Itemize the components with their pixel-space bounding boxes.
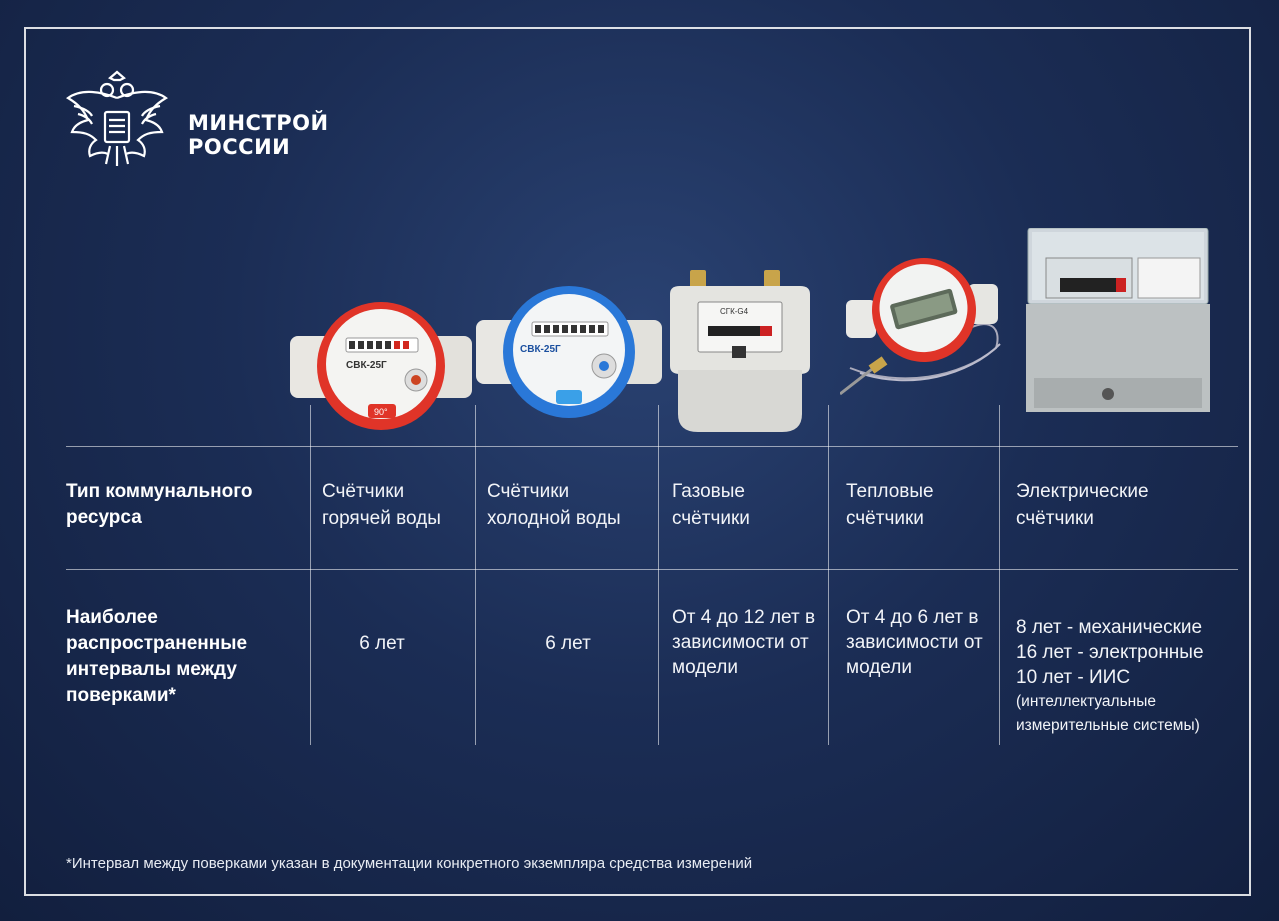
footnote: *Интервал между поверками указан в документации конкретного экземпляра средства измерений: [66, 855, 753, 872]
column-divider-1: [310, 405, 311, 745]
cold-meter-model-label: СВК-25Г: [520, 344, 561, 355]
gas-meter-model-label: СГК-G4: [720, 307, 749, 316]
table-divider-middle: [66, 569, 1238, 570]
brand-line-1: МИНСТРОЙ: [188, 111, 329, 135]
ministry-brand: [188, 111, 329, 159]
brand-line-2: РОССИИ: [188, 135, 291, 159]
cold-water-meter-image: [474, 284, 664, 424]
heat-meter-image: [840, 248, 1006, 398]
interval-cell-cold-water: 6 лет: [545, 633, 591, 654]
interval-cell-heat: От 4 до 6 лет в зависимости от модели: [846, 607, 983, 678]
interval-cell-electric: [1016, 615, 1241, 738]
hot-meter-temp-label: 90°: [374, 407, 388, 417]
interval-cell-gas: От 4 до 12 лет в зависимости от модели: [672, 607, 816, 678]
gas-meter-image: [664, 266, 816, 436]
type-cell-gas: Газовые счётчики: [672, 481, 750, 529]
eagle-emblem-icon: [62, 68, 172, 178]
table-divider-top: [66, 446, 1238, 447]
column-divider-2: [475, 405, 476, 745]
electric-interval-line-3: 10 лет - ИИС: [1016, 667, 1131, 688]
column-divider-5: [999, 405, 1000, 745]
column-divider-3: [658, 405, 659, 745]
electric-interval-line-1: 8 лет - механические: [1016, 617, 1203, 638]
type-cell-hot-water: Счётчики горячей воды: [322, 481, 441, 529]
interval-cell-hot-water: 6 лет: [359, 633, 405, 654]
column-divider-4: [828, 405, 829, 745]
type-cell-electric: Электрические счётчики: [1016, 481, 1149, 529]
hot-meter-model-label: СВК-25Г: [346, 360, 387, 371]
type-cell-heat: Тепловые счётчики: [846, 481, 934, 529]
electric-interval-line-2: 16 лет - электронные: [1016, 642, 1204, 663]
electric-interval-note: (интеллектуальные измерительные системы): [1016, 693, 1200, 734]
row-header-resource-type: Тип коммунального ресурса: [66, 481, 253, 528]
type-cell-cold-water: Счётчики холодной воды: [487, 481, 621, 529]
hot-water-meter-image: [288, 300, 474, 435]
electric-meter-image: [1024, 228, 1212, 416]
row-header-intervals: Наиболее распространенные интервалы между поверками*: [66, 607, 248, 706]
